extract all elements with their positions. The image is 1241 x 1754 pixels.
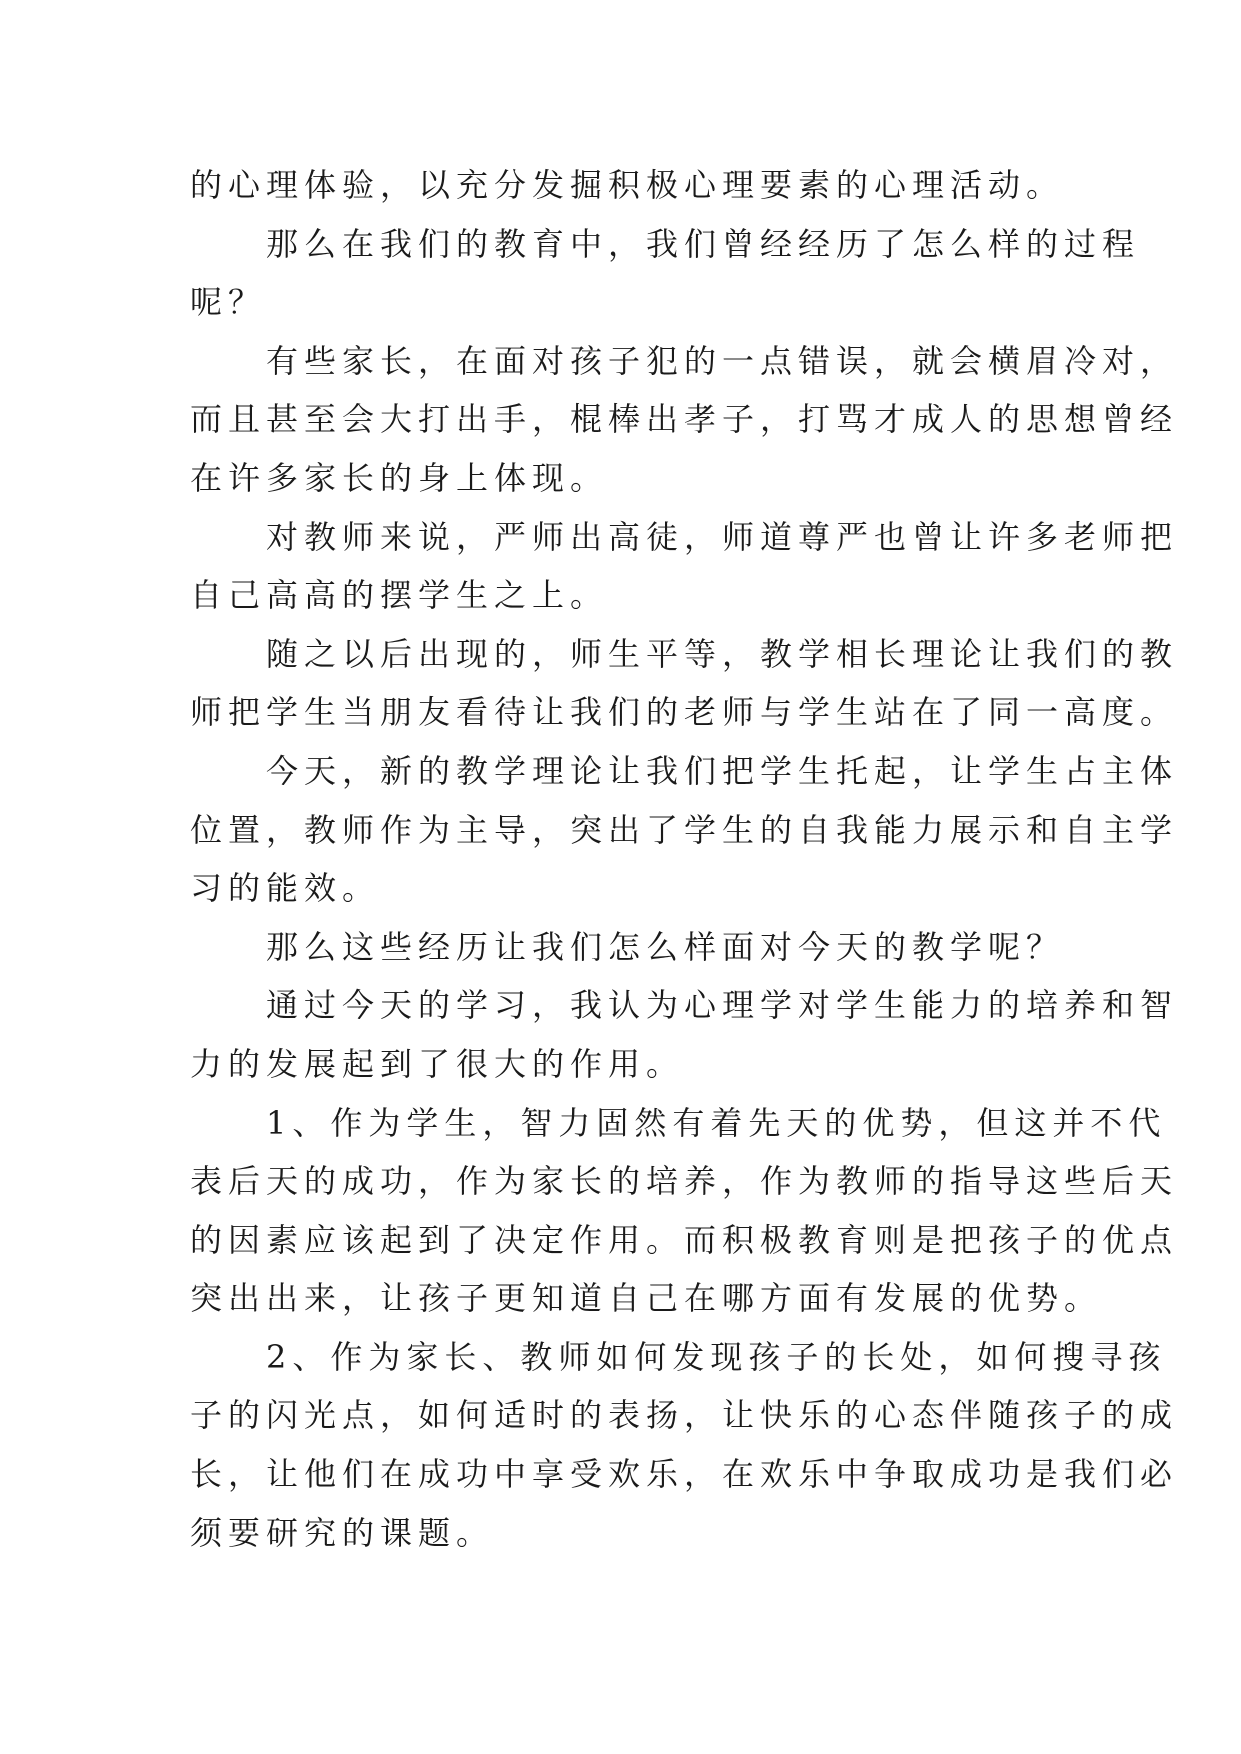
text-line: 习的能效。 [190, 869, 381, 908]
paragraph [190, 1328, 1179, 1562]
text-line: 表后天的成功，作为家长的培养，作为教师的指导这些后天 [190, 1162, 1179, 1201]
text-line: 随之以后出现的，师生平等，教学相长理论让我们的教 [190, 634, 1179, 673]
text-line: 师把学生当朋友看待让我们的老师与学生站在了同一高度。 [190, 693, 1179, 732]
paragraph [190, 508, 1179, 625]
paragraph [190, 215, 1141, 332]
paragraph [190, 625, 1179, 742]
paragraph [190, 1094, 1179, 1328]
text-line: 须要研究的课题。 [190, 1513, 495, 1552]
text-line: 通过今天的学习，我认为心理学对学生能力的培养和智 [190, 986, 1179, 1025]
text-line: 今天，新的教学理论让我们把学生托起，让学生占主体 [190, 751, 1179, 790]
paragraph [190, 976, 1179, 1093]
paragraph [190, 332, 1179, 508]
text-line: 突出出来，让孩子更知道自己在哪方面有发展的优势。 [190, 1279, 1103, 1318]
text-line: 有些家长，在面对孩子犯的一点错误，就会横眉冷对， [190, 341, 1179, 380]
paragraph [190, 918, 1070, 977]
paragraph [190, 156, 1070, 215]
paragraph [190, 742, 1179, 918]
text-line: 呢？ [190, 283, 267, 322]
document-body [190, 156, 1179, 1562]
text-line: 那么这些经历让我们怎么样面对今天的教学呢？ [190, 927, 1065, 966]
text-line: 而且甚至会大打出手，棍棒出孝子，打骂才成人的思想曾经 [190, 400, 1179, 439]
text-line: 位置，教师作为主导，突出了学生的自我能力展示和自主学 [190, 810, 1179, 849]
text-line: 的因素应该起到了决定作用。而积极教育则是把孩子的优点 [190, 1220, 1179, 1259]
text-line: 1、作为学生，智力固然有着先天的优势，但这并不代 [190, 1103, 1167, 1142]
text-line: 子的闪光点，如何适时的表扬，让快乐的心态伴随孩子的成 [190, 1396, 1179, 1435]
text-line: 对教师来说，严师出高徒，师道尊严也曾让许多老师把 [190, 517, 1179, 556]
text-line: 的心理体验，以充分发掘积极心理要素的心理活动。 [190, 166, 1065, 204]
text-line: 长，让他们在成功中享受欢乐，在欢乐中争取成功是我们必 [190, 1455, 1179, 1494]
text-line: 自己高高的摆学生之上。 [190, 576, 609, 615]
text-line: 力的发展起到了很大的作用。 [190, 1044, 685, 1083]
text-line: 在许多家长的身上体现。 [190, 458, 609, 497]
text-line: 那么在我们的教育中，我们曾经经历了怎么样的过程 [190, 224, 1141, 263]
text-line: 2、作为家长、教师如何发现孩子的长处，如何搜寻孩 [190, 1337, 1167, 1376]
